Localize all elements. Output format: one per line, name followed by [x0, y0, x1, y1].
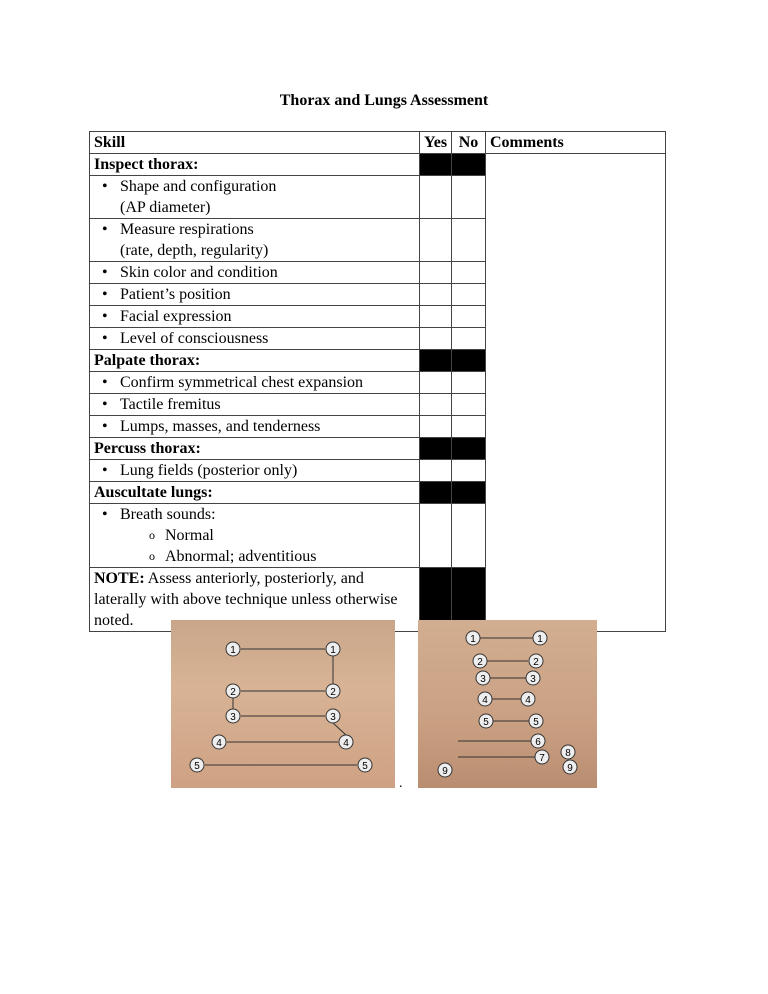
point-label: 1	[230, 645, 236, 656]
skill-label: • Tactile fremitus	[94, 394, 415, 415]
yes-cell[interactable]	[420, 416, 452, 438]
point-label: 1	[537, 634, 543, 645]
skill-label: • Patient’s position	[94, 284, 415, 305]
header-yes: Yes	[420, 132, 452, 154]
skill-label: • Shape and configuration	[94, 176, 415, 197]
page-title: Thorax and Lungs Assessment	[279, 92, 489, 109]
no-cell[interactable]	[452, 394, 486, 416]
point-label: 1	[330, 645, 336, 656]
no-cell[interactable]	[452, 460, 486, 482]
point-label: 5	[362, 761, 368, 772]
header-comments: Comments	[486, 132, 666, 154]
point-label: 1	[470, 634, 476, 645]
point-label: 9	[442, 766, 448, 777]
point-label: 6	[535, 737, 541, 748]
no-cell[interactable]	[452, 219, 486, 262]
no-cell[interactable]	[452, 284, 486, 306]
anterior-diagram	[171, 620, 395, 788]
point-label: 8	[565, 748, 571, 759]
posterior-diagram	[418, 620, 597, 788]
no-cell[interactable]	[452, 328, 486, 350]
section-palpate: Palpate thorax:	[90, 350, 420, 372]
skill-label: • Lumps, masses, and tenderness	[94, 416, 415, 437]
point-label: 2	[477, 657, 483, 668]
yes-cell[interactable]	[420, 262, 452, 284]
blocked-cell	[420, 438, 452, 460]
blocked-cell	[452, 350, 486, 372]
header-no: No	[452, 132, 486, 154]
point-label: 5	[194, 761, 200, 772]
no-cell[interactable]	[452, 372, 486, 394]
point-label: 3	[480, 674, 486, 685]
blocked-cell	[452, 438, 486, 460]
sub-option: o Abnormal; adventitious	[94, 546, 415, 567]
point-label: 3	[330, 712, 336, 723]
note-label: NOTE:	[94, 570, 145, 587]
point-label: 3	[530, 674, 536, 685]
point-label: 2	[533, 657, 539, 668]
anterior-chest-image	[171, 620, 395, 788]
section-inspect: Inspect thorax:	[90, 154, 420, 176]
skill-label: • Confirm symmetrical chest expansion	[94, 372, 415, 393]
point-label: 2	[230, 687, 236, 698]
yes-cell[interactable]	[420, 306, 452, 328]
no-cell[interactable]	[452, 262, 486, 284]
point-label: 9	[567, 763, 573, 774]
sub-option: o Normal	[94, 525, 415, 546]
blocked-cell	[420, 154, 452, 176]
yes-cell[interactable]	[420, 394, 452, 416]
no-cell[interactable]	[452, 176, 486, 219]
yes-cell[interactable]	[420, 219, 452, 262]
yes-cell[interactable]	[420, 372, 452, 394]
point-label: 7	[539, 753, 545, 764]
yes-cell[interactable]	[420, 328, 452, 350]
assessment-table	[89, 131, 666, 632]
skill-label: • Skin color and condition	[94, 262, 415, 283]
point-label: 4	[216, 738, 222, 749]
yes-cell[interactable]	[420, 284, 452, 306]
skill-label: • Level of consciousness	[94, 328, 415, 349]
section-percuss: Percuss thorax:	[90, 438, 420, 460]
skill-row	[90, 176, 420, 219]
skill-label: • Facial expression	[94, 306, 415, 327]
point-label: 5	[533, 717, 539, 728]
yes-cell[interactable]	[420, 504, 452, 568]
point-label: 5	[483, 717, 489, 728]
stray-dot: .	[399, 776, 403, 791]
posterior-back-image	[418, 620, 597, 788]
note-text: Assess anteriorly, posteriorly, and laterally with above technique unless otherwise noted.	[94, 570, 398, 629]
point-label: 3	[230, 712, 236, 723]
no-cell[interactable]	[452, 306, 486, 328]
blocked-cell	[420, 482, 452, 504]
yes-cell[interactable]	[420, 460, 452, 482]
point-label: 4	[525, 695, 531, 706]
point-label: 2	[330, 687, 336, 698]
skill-label: • Measure respirations	[94, 219, 415, 240]
header-skill: Skill	[90, 132, 420, 154]
blocked-cell	[452, 482, 486, 504]
section-auscultate: Auscultate lungs:	[90, 482, 420, 504]
yes-cell[interactable]	[420, 176, 452, 219]
path-arrow	[333, 723, 346, 735]
point-label: 4	[482, 695, 488, 706]
skill-row	[90, 219, 420, 262]
skill-sublabel: (AP diameter)	[120, 199, 211, 216]
point-label: 4	[343, 738, 349, 749]
no-cell[interactable]	[452, 416, 486, 438]
blocked-cell	[420, 350, 452, 372]
skill-label: • Lung fields (posterior only)	[94, 460, 415, 481]
comments-cell[interactable]	[486, 154, 666, 632]
skill-sublabel: (rate, depth, regularity)	[120, 242, 269, 259]
skill-label: • Breath sounds:	[94, 504, 415, 525]
no-cell[interactable]	[452, 504, 486, 568]
blocked-cell	[452, 154, 486, 176]
